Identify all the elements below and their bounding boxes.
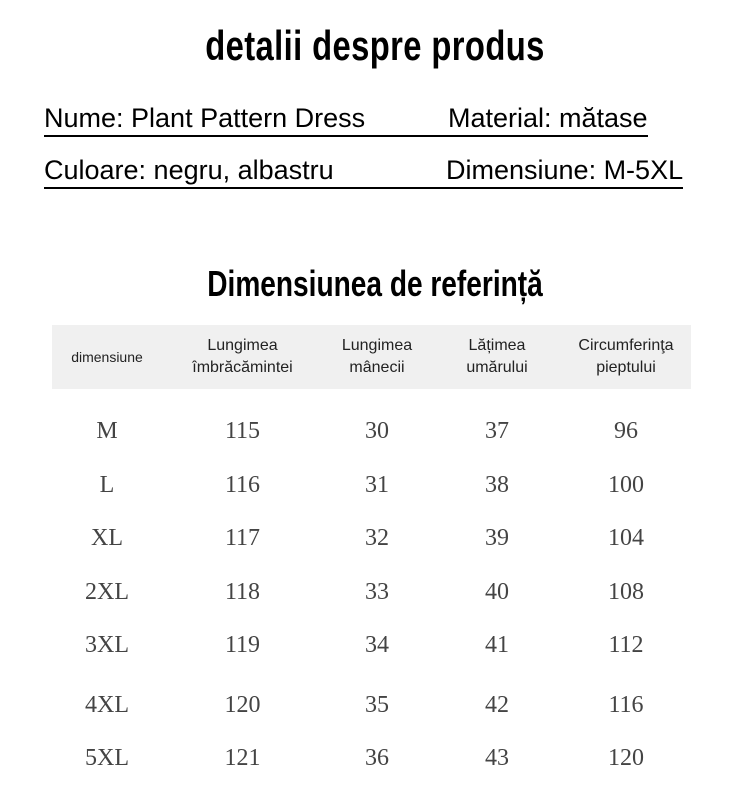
sleeve-length-cell: 31 bbox=[365, 472, 389, 498]
sleeve-length-cell: 30 bbox=[365, 418, 389, 444]
sleeve-length-cell: 32 bbox=[365, 525, 389, 551]
chest-cell: 96 bbox=[614, 418, 638, 444]
chest-cell: 104 bbox=[608, 525, 644, 551]
shoulder-width-cell: 40 bbox=[485, 579, 509, 605]
header-sleeve-length: Lungimea mânecii bbox=[341, 337, 413, 376]
size-cell: 4XL bbox=[85, 692, 129, 718]
size-chart-title: Dimensiunea de referință bbox=[207, 263, 543, 304]
chest-cell: 120 bbox=[608, 745, 644, 771]
table-row bbox=[52, 465, 691, 505]
size-table-header bbox=[52, 325, 691, 389]
chest-cell: 100 bbox=[608, 472, 644, 498]
shoulder-width-cell: 43 bbox=[485, 745, 509, 771]
garment-length-cell: 119 bbox=[224, 632, 261, 658]
table-row bbox=[52, 685, 691, 725]
size-cell: M bbox=[96, 418, 118, 444]
sleeve-length-cell: 35 bbox=[365, 692, 389, 718]
header-garment-length: Lungimea îmbrăcămintei bbox=[192, 337, 293, 376]
header-shoulder-width: Lățimea umărului bbox=[466, 337, 528, 376]
header-chest-circumference: Circumferinţa pieptului bbox=[578, 337, 674, 376]
page-title: detalii despre produs bbox=[205, 22, 545, 69]
size-cell: 3XL bbox=[85, 632, 129, 658]
shoulder-width-cell: 42 bbox=[485, 692, 509, 718]
garment-length-cell: 118 bbox=[224, 579, 261, 605]
garment-length-cell: 116 bbox=[224, 472, 261, 498]
sleeve-length-cell: 33 bbox=[365, 579, 389, 605]
size-cell: L bbox=[99, 472, 115, 498]
table-row bbox=[52, 625, 691, 665]
product-name: Nume: Plant Pattern Dress bbox=[44, 103, 448, 137]
chest-cell: 116 bbox=[608, 692, 644, 718]
product-dimension: Dimensiune: M-5XL bbox=[446, 155, 683, 189]
product-color: Culoare: negru, albastru bbox=[44, 155, 446, 189]
size-cell: 2XL bbox=[85, 579, 129, 605]
table-row bbox=[52, 738, 691, 778]
size-cell: XL bbox=[91, 525, 123, 551]
garment-length-cell: 121 bbox=[224, 745, 261, 771]
sleeve-length-cell: 34 bbox=[365, 632, 389, 658]
table-row bbox=[52, 518, 691, 558]
product-material: Material: mătase bbox=[448, 103, 648, 137]
size-cell: 5XL bbox=[85, 745, 129, 771]
shoulder-width-cell: 38 bbox=[485, 472, 509, 498]
garment-length-cell: 115 bbox=[224, 418, 261, 444]
info-row-name-material bbox=[44, 103, 648, 137]
sleeve-length-cell: 36 bbox=[365, 745, 389, 771]
shoulder-width-cell: 37 bbox=[485, 418, 509, 444]
chest-cell: 112 bbox=[608, 632, 644, 658]
table-row bbox=[52, 572, 691, 612]
info-row-color-dimension bbox=[44, 155, 683, 189]
shoulder-width-cell: 41 bbox=[485, 632, 509, 658]
garment-length-cell: 117 bbox=[224, 525, 261, 551]
header-dimensiune: dimensiune bbox=[71, 349, 143, 365]
shoulder-width-cell: 39 bbox=[485, 525, 509, 551]
chest-cell: 108 bbox=[608, 579, 644, 605]
garment-length-cell: 120 bbox=[224, 692, 261, 718]
table-row bbox=[52, 411, 691, 451]
